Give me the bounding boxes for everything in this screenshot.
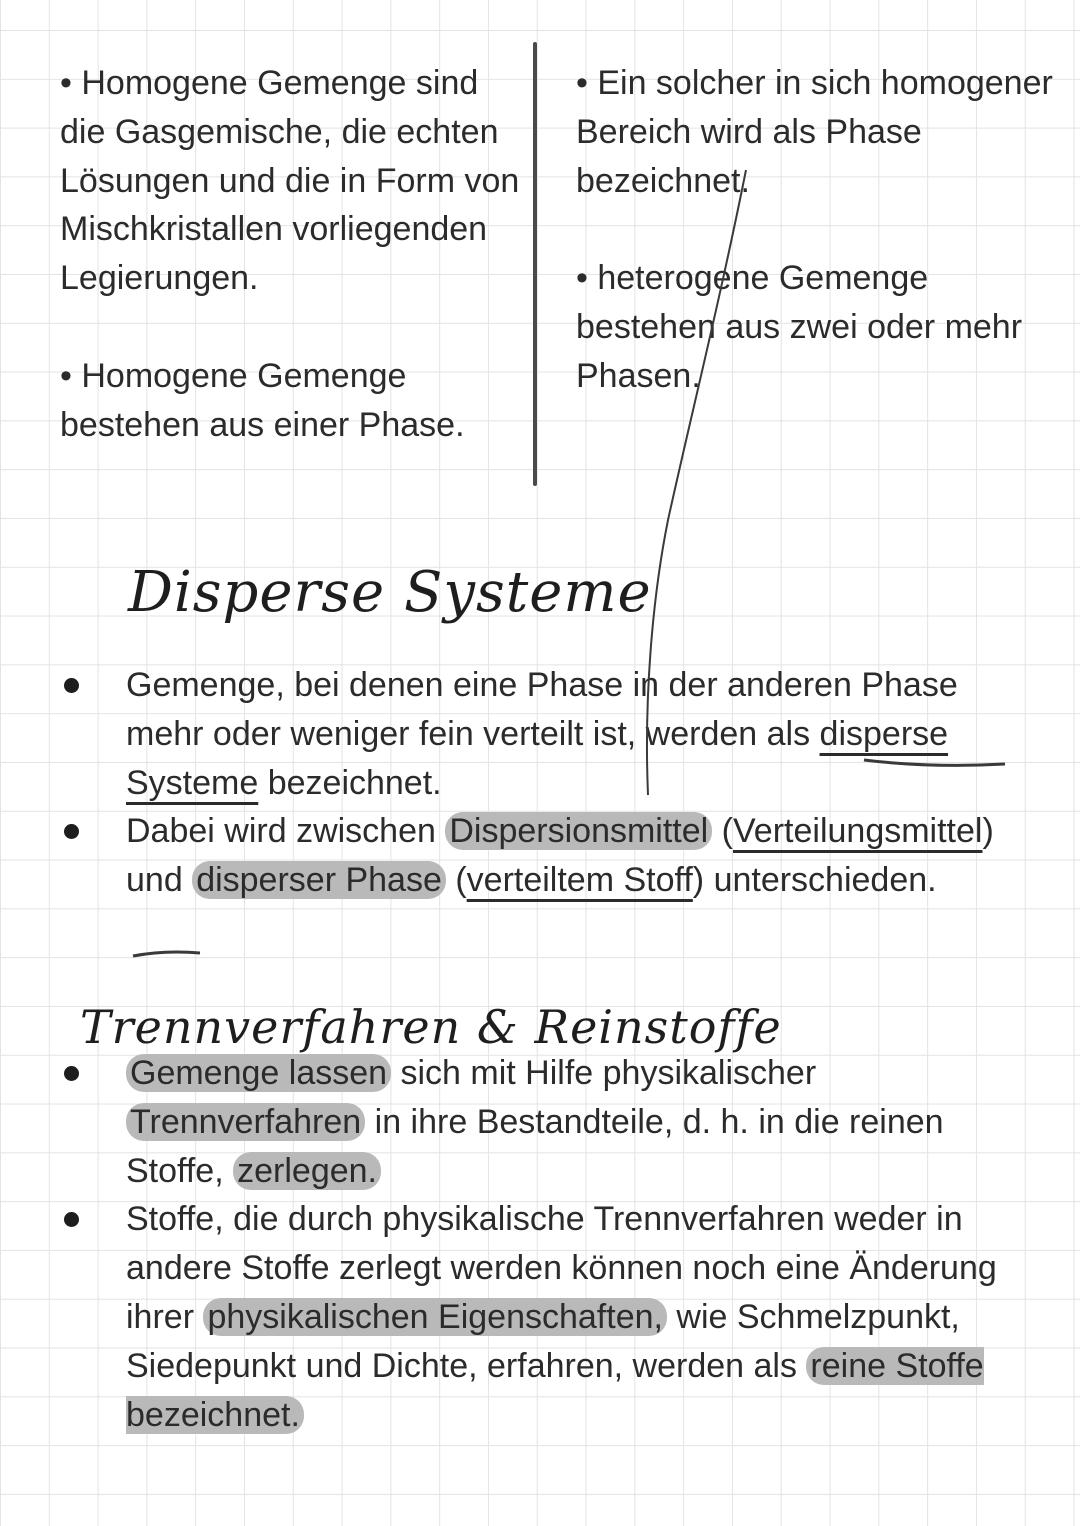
underlined-term: verteiltem Stoff (466, 861, 693, 900)
bullet-text: in ihre Bestandteile, d. h. in die reinen Stoffe, (126, 1102, 944, 1190)
underlined-term: disperse Systeme (126, 714, 949, 802)
bullet-text: ( (712, 812, 733, 851)
heading-disperse-systeme: Disperse Systeme (128, 560, 652, 625)
bullet-text: sich mit Hilfe physikalischer (391, 1054, 817, 1092)
bullet-text: ( (445, 861, 467, 900)
pen-scribble-line (647, 170, 746, 795)
highlighted-term: Dispersionsmittel (445, 812, 712, 850)
bullet-text: bezeichnet. (258, 763, 442, 802)
heading-trennverfahren: Trennverfahren & Reinstoffe (80, 1000, 782, 1054)
bullet-text: Gemenge, bei denen eine Phase in der anderen Phase mehr oder weniger fein verteilt ist, werden als (126, 666, 958, 753)
phase-definition: • Ein solcher in sich homogener Bereich wird als Phase bezeichnet. (576, 64, 1053, 200)
pen-underline (133, 952, 200, 956)
homogeneous-one-phase-note: • Homogene Gemenge bestehen aus einer Phase. (60, 356, 465, 444)
bullet-text: ) unterschieden. (692, 861, 937, 900)
highlighted-term: zerlegen. (233, 1152, 381, 1190)
highlighted-term: Trennverfahren (126, 1103, 365, 1141)
highlighted-term: Gemenge lassen (126, 1054, 391, 1092)
bullet-text: ) und (126, 812, 994, 900)
underlined-term: Verteilungsmittel (733, 812, 983, 851)
heterogeneous-mixtures-note: • heterogene Gemenge bestehen aus zwei oder mehr Phasen. (576, 259, 1023, 395)
highlighted-term: disperser Phase (192, 861, 446, 899)
bullet-text: Stoffe, die durch physikalische Trennverfahren weder in andere Stoffe zerlegt werden können noch eine Änderung ihrer (126, 1200, 997, 1336)
highlighted-term: reine Stoffe bezeichnet. (126, 1346, 984, 1434)
highlighted-term: physikalischen Eigenschaften, (203, 1298, 667, 1336)
bullet-text: Dabei wird zwischen (126, 812, 446, 851)
homogeneous-mixtures-definition: • Homogene Gemenge sind die Gasgemische, die echten Lösungen und die in Form von Mischkristallen vorliegenden Legierungen. (60, 64, 520, 298)
bullet-text: wie Schmelzpunkt, Siedepunkt und Dichte, erfahren, werden als (126, 1297, 960, 1385)
pen-underline (864, 760, 1005, 765)
